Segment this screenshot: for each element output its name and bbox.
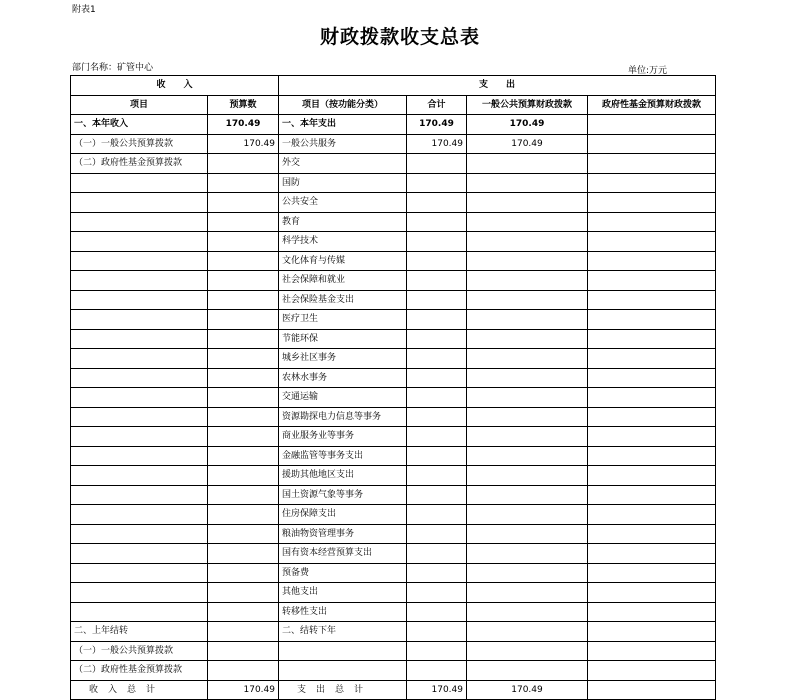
expense-item-cell: 资源勘探电力信息等事务 [279, 407, 407, 427]
table-row [71, 232, 716, 252]
income-group-header: 收 入 [71, 76, 279, 96]
total-cell [407, 173, 467, 193]
income-item-cell [71, 524, 208, 544]
income-item-cell: （一）一般公共预算拨款 [71, 641, 208, 661]
total-cell [407, 212, 467, 232]
income-item-cell [71, 290, 208, 310]
expense-item-cell: 预备费 [279, 563, 407, 583]
total-cell [407, 349, 467, 369]
gov-fund-cell [588, 524, 716, 544]
expense-item-cell: 教育 [279, 212, 407, 232]
expense-total-label: 支出总计 [279, 680, 407, 700]
total-cell [407, 329, 467, 349]
income-budget-cell [208, 368, 279, 388]
income-item-cell [71, 329, 208, 349]
general-public-cell [467, 349, 588, 369]
total-cell [407, 524, 467, 544]
income-budget-cell: 170.49 [208, 134, 279, 154]
income-budget-cell [208, 446, 279, 466]
col-general-public: 一般公共预算财政拨款 [467, 95, 588, 115]
income-item-cell [71, 349, 208, 369]
general-public-cell [467, 427, 588, 447]
income-item-cell [71, 407, 208, 427]
income-item-cell [71, 563, 208, 583]
expense-item-cell: 金融监管等事务支出 [279, 446, 407, 466]
total-cell [407, 641, 467, 661]
expense-item-cell: 商业服务业等事务 [279, 427, 407, 447]
general-public-cell [467, 271, 588, 291]
total-cell [407, 407, 467, 427]
gov-fund-cell [588, 290, 716, 310]
table-row [71, 154, 716, 174]
income-item-cell: （一）一般公共预算拨款 [71, 134, 208, 154]
general-public-cell [467, 622, 588, 642]
budget-summary-table [70, 75, 716, 700]
general-public-cell [467, 602, 588, 622]
income-item-cell [71, 602, 208, 622]
gov-fund-cell [588, 446, 716, 466]
gov-fund-cell [588, 212, 716, 232]
income-budget-cell [208, 290, 279, 310]
expense-item-cell: 交通运输 [279, 388, 407, 408]
table-row [71, 290, 716, 310]
expense-item-cell: 外交 [279, 154, 407, 174]
income-item-cell [71, 212, 208, 232]
total-cell [407, 368, 467, 388]
department-name: 部门名称：矿管中心 [72, 63, 154, 73]
total-cell [407, 583, 467, 603]
income-budget-cell [208, 193, 279, 213]
general-public-cell [467, 524, 588, 544]
general-public-cell [467, 485, 588, 505]
col-budget: 预算数 [208, 95, 279, 115]
income-item-cell: 二、上年结转 [71, 622, 208, 642]
income-budget-cell [208, 212, 279, 232]
table-row [71, 427, 716, 447]
income-item-cell [71, 193, 208, 213]
table-row [71, 466, 716, 486]
annex-label: 附表1 [72, 5, 96, 15]
general-public-cell [467, 310, 588, 330]
table-row [71, 349, 716, 369]
gov-fund-cell [588, 115, 716, 135]
expense-item-cell: 文化体育与传媒 [279, 251, 407, 271]
general-public-cell [467, 368, 588, 388]
gov-fund-cell [588, 407, 716, 427]
income-item-cell [71, 446, 208, 466]
gov-fund-cell [588, 641, 716, 661]
income-budget-cell [208, 349, 279, 369]
income-budget-cell [208, 407, 279, 427]
expense-item-cell [279, 661, 407, 681]
total-cell [407, 661, 467, 681]
gov-fund-cell [588, 232, 716, 252]
general-total-value: 170.49 [467, 680, 588, 700]
table-row [71, 310, 716, 330]
gov-fund-cell [588, 602, 716, 622]
table-body [71, 115, 716, 681]
income-budget-cell [208, 485, 279, 505]
expense-item-cell: 二、结转下年 [279, 622, 407, 642]
expense-item-cell: 社会保险基金支出 [279, 290, 407, 310]
total-cell [407, 446, 467, 466]
total-cell [407, 290, 467, 310]
total-cell [407, 544, 467, 564]
income-item-cell [71, 544, 208, 564]
column-header-row [71, 95, 716, 115]
expense-item-cell: 国防 [279, 173, 407, 193]
expense-item-cell: 节能环保 [279, 329, 407, 349]
income-item-cell [71, 485, 208, 505]
table-row [71, 407, 716, 427]
total-cell [407, 154, 467, 174]
income-budget-cell [208, 329, 279, 349]
income-budget-cell [208, 427, 279, 447]
income-budget-cell [208, 388, 279, 408]
expense-item-cell: 一般公共服务 [279, 134, 407, 154]
table-row [71, 388, 716, 408]
table-row [71, 134, 716, 154]
general-public-cell [467, 212, 588, 232]
general-public-cell: 170.49 [467, 115, 588, 135]
table-row [71, 271, 716, 291]
general-public-cell [467, 407, 588, 427]
table-row [71, 563, 716, 583]
gov-fund-cell [588, 544, 716, 564]
table-row [71, 329, 716, 349]
table-row [71, 661, 716, 681]
gov-fund-cell [588, 271, 716, 291]
income-budget-cell [208, 310, 279, 330]
total-cell [407, 271, 467, 291]
income-item-cell [71, 173, 208, 193]
gov-fund-cell [588, 134, 716, 154]
income-item-cell [71, 232, 208, 252]
income-item-cell [71, 271, 208, 291]
table-row [71, 173, 716, 193]
table-row [71, 583, 716, 603]
income-item-cell [71, 251, 208, 271]
table-row [71, 641, 716, 661]
total-cell [407, 602, 467, 622]
general-public-cell: 170.49 [467, 134, 588, 154]
income-budget-cell [208, 173, 279, 193]
income-budget-cell [208, 583, 279, 603]
gov-fund-cell [588, 661, 716, 681]
general-public-cell [467, 563, 588, 583]
gov-fund-cell [588, 251, 716, 271]
general-public-cell [467, 446, 588, 466]
total-cell: 170.49 [407, 115, 467, 135]
table-row [71, 505, 716, 525]
col-gov-fund: 政府性基金预算财政拨款 [588, 95, 716, 115]
income-budget-cell [208, 232, 279, 252]
general-public-cell [467, 641, 588, 661]
income-budget-cell [208, 622, 279, 642]
gov-fund-cell [588, 583, 716, 603]
gov-fund-cell [588, 388, 716, 408]
total-cell [407, 563, 467, 583]
income-budget-cell [208, 661, 279, 681]
income-item-cell: 一、本年收入 [71, 115, 208, 135]
general-public-cell [467, 193, 588, 213]
income-budget-cell: 170.49 [208, 115, 279, 135]
table-row [71, 446, 716, 466]
income-budget-cell [208, 524, 279, 544]
income-item-cell [71, 368, 208, 388]
gov-fund-cell [588, 466, 716, 486]
expense-total-value: 170.49 [407, 680, 467, 700]
general-public-cell [467, 173, 588, 193]
total-cell [407, 232, 467, 252]
table-row [71, 602, 716, 622]
table-row [71, 485, 716, 505]
general-public-cell [467, 661, 588, 681]
gov-fund-cell [588, 329, 716, 349]
income-budget-cell [208, 602, 279, 622]
fund-total-value [588, 680, 716, 700]
general-public-cell [467, 290, 588, 310]
total-cell [407, 485, 467, 505]
income-item-cell [71, 427, 208, 447]
expense-item-cell: 社会保障和就业 [279, 271, 407, 291]
total-cell [407, 622, 467, 642]
gov-fund-cell [588, 622, 716, 642]
expense-item-cell: 国土资源气象等事务 [279, 485, 407, 505]
page-title: 财政拨款收支总表 [319, 26, 480, 48]
income-budget-cell [208, 251, 279, 271]
expense-item-cell: 粮油物资管理事务 [279, 524, 407, 544]
table-row [71, 544, 716, 564]
expense-item-cell: 科学技术 [279, 232, 407, 252]
expense-item-cell: 国有资本经营预算支出 [279, 544, 407, 564]
total-cell [407, 310, 467, 330]
gov-fund-cell [588, 154, 716, 174]
table-row [71, 622, 716, 642]
total-cell [407, 427, 467, 447]
income-budget-cell [208, 466, 279, 486]
income-budget-cell [208, 505, 279, 525]
income-item-cell: （二）政府性基金预算拨款 [71, 661, 208, 681]
gov-fund-cell [588, 563, 716, 583]
income-item-cell [71, 466, 208, 486]
total-cell [407, 251, 467, 271]
table-row [71, 193, 716, 213]
expense-item-cell: 住房保障支出 [279, 505, 407, 525]
income-budget-cell [208, 544, 279, 564]
expense-item-cell: 农林水事务 [279, 368, 407, 388]
expense-item-cell: 援助其他地区支出 [279, 466, 407, 486]
income-item-cell: （二）政府性基金预算拨款 [71, 154, 208, 174]
expense-item-cell [279, 641, 407, 661]
totals-row [71, 680, 716, 700]
income-budget-cell [208, 641, 279, 661]
gov-fund-cell [588, 349, 716, 369]
income-budget-cell [208, 271, 279, 291]
expense-group-header: 支 出 [279, 76, 716, 96]
table-row [71, 212, 716, 232]
gov-fund-cell [588, 485, 716, 505]
total-cell [407, 388, 467, 408]
income-item-cell [71, 583, 208, 603]
general-public-cell [467, 505, 588, 525]
general-public-cell [467, 251, 588, 271]
total-cell: 170.49 [407, 134, 467, 154]
expense-item-cell: 转移性支出 [279, 602, 407, 622]
general-public-cell [467, 583, 588, 603]
expense-item-cell: 医疗卫生 [279, 310, 407, 330]
general-public-cell [467, 329, 588, 349]
income-item-cell [71, 505, 208, 525]
expense-item-cell: 一、本年支出 [279, 115, 407, 135]
gov-fund-cell [588, 427, 716, 447]
income-item-cell [71, 310, 208, 330]
gov-fund-cell [588, 193, 716, 213]
col-total: 合计 [407, 95, 467, 115]
col-income-item: 项目 [71, 95, 208, 115]
expense-item-cell: 城乡社区事务 [279, 349, 407, 369]
total-cell [407, 466, 467, 486]
general-public-cell [467, 232, 588, 252]
expense-item-cell: 公共安全 [279, 193, 407, 213]
group-header-row [71, 76, 716, 96]
gov-fund-cell [588, 368, 716, 388]
total-cell [407, 193, 467, 213]
table-row [71, 115, 716, 135]
income-budget-cell [208, 563, 279, 583]
gov-fund-cell [588, 173, 716, 193]
general-public-cell [467, 388, 588, 408]
gov-fund-cell [588, 310, 716, 330]
table-row [71, 524, 716, 544]
expense-item-cell: 其他支出 [279, 583, 407, 603]
general-public-cell [467, 154, 588, 174]
total-cell [407, 505, 467, 525]
table-row [71, 251, 716, 271]
general-public-cell [467, 466, 588, 486]
general-public-cell [467, 544, 588, 564]
income-budget-cell [208, 154, 279, 174]
col-expense-item: 项目（按功能分类） [279, 95, 407, 115]
table-row [71, 368, 716, 388]
income-total-value: 170.49 [208, 680, 279, 700]
income-total-label: 收入总计 [71, 680, 208, 700]
income-item-cell [71, 388, 208, 408]
unit-label: 单位:万元 [628, 66, 668, 76]
gov-fund-cell [588, 505, 716, 525]
